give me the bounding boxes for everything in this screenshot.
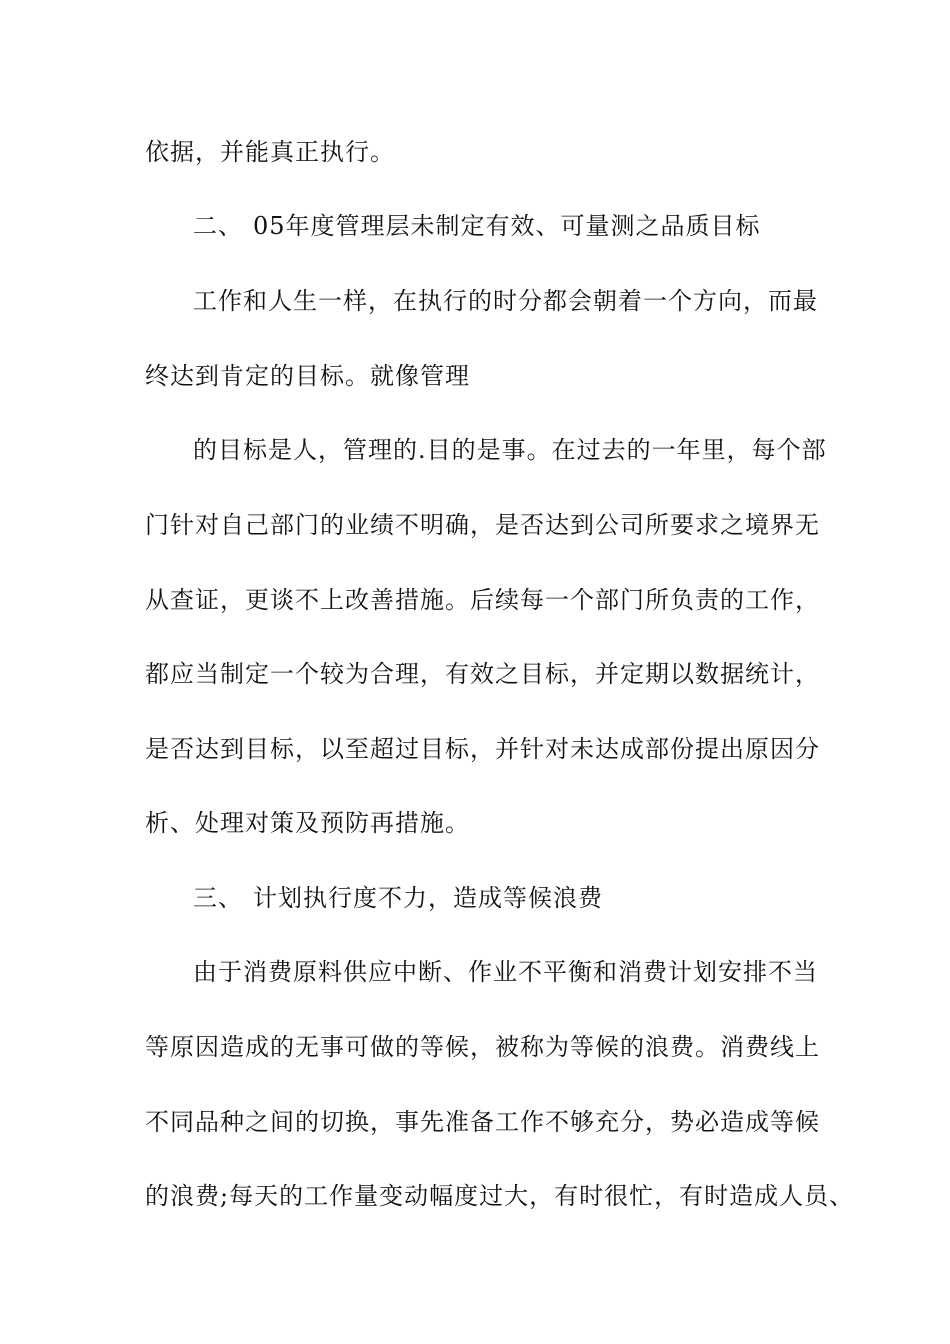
section-number: 二、 [193, 212, 243, 240]
section-number: 三、 [193, 884, 243, 912]
paragraph-line: 都应当制定一个较为合理，有效之目标，并定期以数据统计， [145, 660, 820, 688]
paragraph-line: 析、处理对策及预防再措施。 [145, 809, 470, 837]
paragraph-line: 的浪费;每天的工作量变动幅度过大，有时很忙，有时造成人员、 [145, 1182, 855, 1210]
section-title: 05年度管理层未制定有效、可量测之品质目标 [253, 212, 761, 240]
paragraph-line: 不同品种之间的切换，事先准备工作不够充分，势必造成等候 [145, 1108, 820, 1136]
section-heading-2 [193, 211, 761, 241]
paragraph-line: 依据，并能真正执行。 [145, 138, 395, 166]
paragraph-line: 终达到肯定的目标。就像管理 [145, 362, 470, 390]
paragraph-line: 的目标是人，管理的.目的是事。在过去的一年里，每个部 [193, 436, 827, 464]
paragraph-line: 门针对自己部门的业绩不明确，是否达到公司所要求之境界无 [145, 511, 820, 539]
section-heading-3 [193, 883, 603, 913]
paragraph-line: 等原因造成的无事可做的等候，被称为等候的浪费。消费线上 [145, 1033, 820, 1061]
paragraph-line: 工作和人生一样，在执行的时分都会朝着一个方向，而最 [193, 287, 818, 315]
paragraph-line: 从查证，更谈不上改善措施。后续每一个部门所负责的工作， [145, 586, 820, 614]
section-title: 计划执行度不力，造成等候浪费 [253, 884, 603, 912]
paragraph-line: 是否达到目标，以至超过目标，并针对未达成部份提出原因分 [145, 735, 820, 763]
paragraph-line: 由于消费原料供应中断、作业不平衡和消费计划安排不当 [193, 958, 818, 986]
